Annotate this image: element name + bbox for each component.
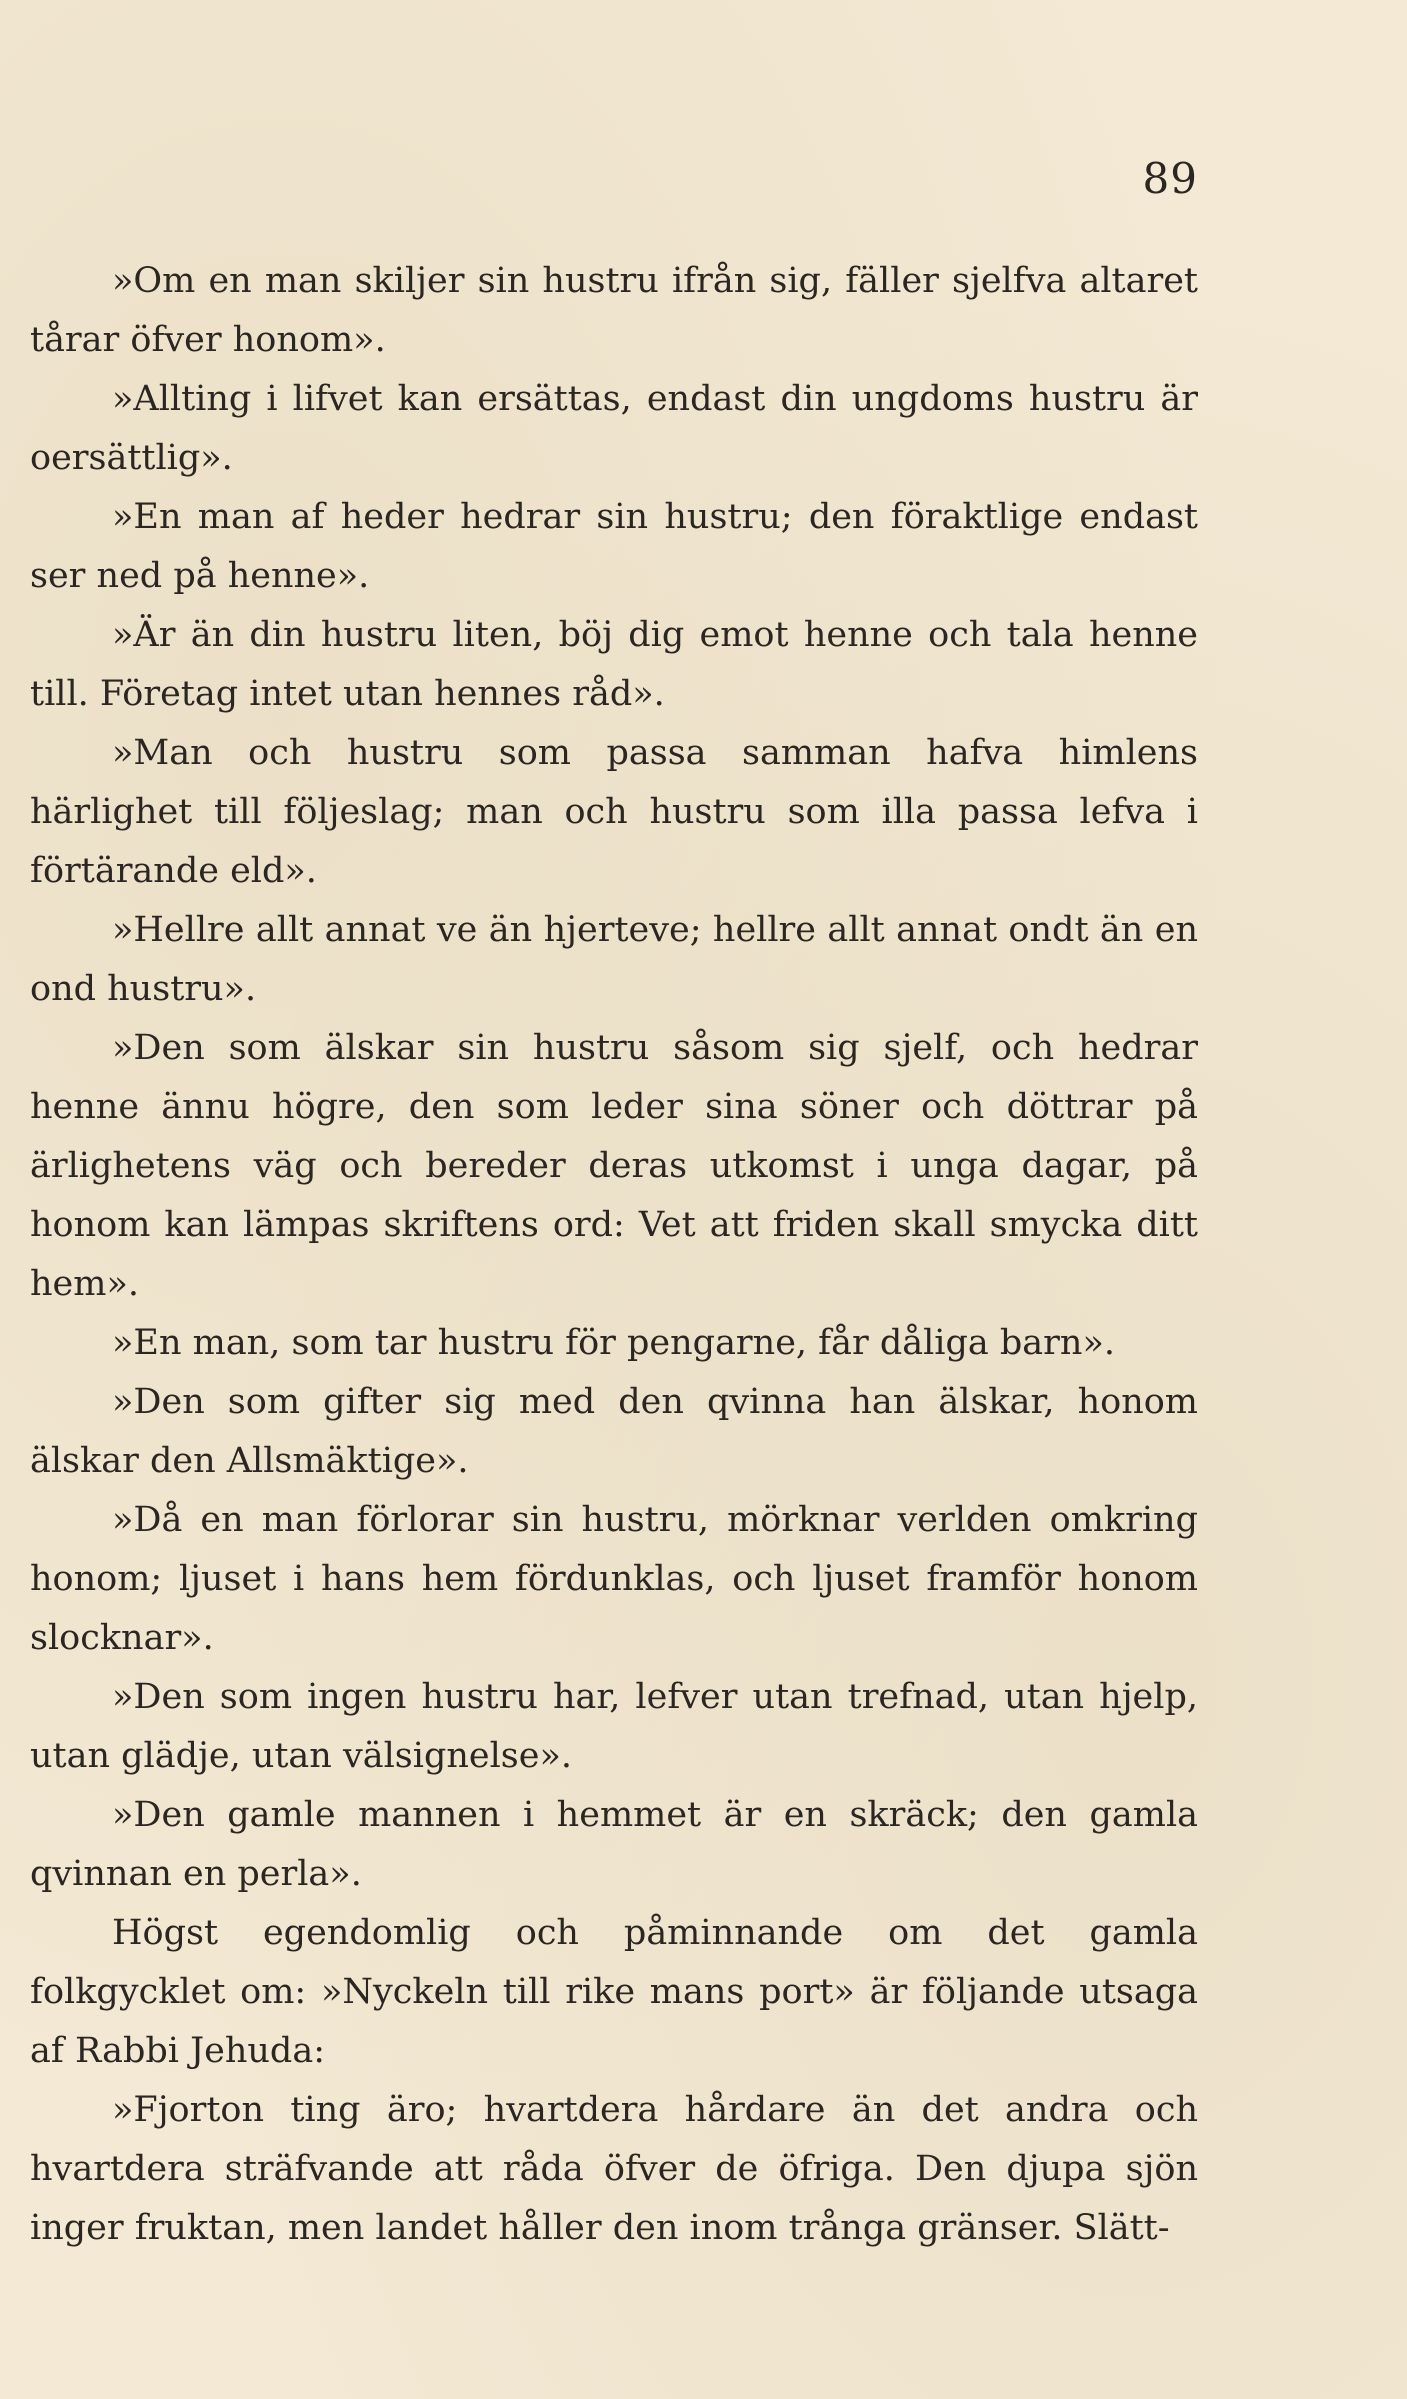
- page-number: 89: [1142, 154, 1198, 203]
- paragraph: »Den som gifter sig med den qvinna han älskar, honom älskar den Allsmäktige».: [30, 1382, 1198, 1481]
- paragraph: »Den som ingen hustru har, lefver utan trefnad, utan hjelp, utan glädje, utan välsignelse».: [30, 1677, 1198, 1776]
- paragraph: »Då en man förlorar sin hustru, mörknar verlden omkring honom; ljuset i hans hem fördunklas, och ljuset framför honom slocknar».: [30, 1500, 1198, 1658]
- paragraph: »Den gamle mannen i hemmet är en skräck; den gamla qvinnan en perla».: [30, 1795, 1198, 1894]
- paragraph: »Allting i lifvet kan ersättas, endast din ungdoms hustru är oersättlig».: [30, 379, 1198, 478]
- paragraph: »Hellre allt annat ve än hjerteve; hellre allt annat ondt än en ond hustru».: [30, 910, 1198, 1009]
- paragraph: »Om en man skiljer sin hustru ifrån sig, fäller sjelfva altaret tårar öfver honom».: [30, 261, 1198, 360]
- page-body-text: [30, 252, 1198, 2258]
- paragraph: »Man och hustru som passa samman hafva himlens härlighet till följeslag; man och hustru som illa passa lefva i förtärande eld».: [30, 733, 1198, 891]
- paragraph: »Är än din hustru liten, böj dig emot henne och tala henne till. Företag intet utan hennes råd».: [30, 615, 1198, 714]
- paragraph: »Den som älskar sin hustru såsom sig sjelf, och hedrar henne ännu högre, den som leder sina söner och döttrar på ärlighetens väg och bereder deras utkomst i unga dagar, på honom kan lämpas skriftens ord: Vet att friden skall smycka ditt hem».: [30, 1028, 1198, 1304]
- paragraph: »En man, som tar hustru för pengarne, får dåliga barn».: [112, 1323, 1115, 1363]
- paragraph: Högst egendomlig och påminnande om det gamla folkgycklet om: »Nyckeln till rike mans port» är följande utsaga af Rabbi Jehuda:: [30, 1913, 1198, 2071]
- paragraph: »En man af heder hedrar sin hustru; den föraktlige endast ser ned på henne».: [30, 497, 1198, 596]
- paragraph: »Fjorton ting äro; hvartdera hårdare än det andra och hvartdera sträfvande att råda öfver de öfriga. Den djupa sjön inger fruktan, men landet håller den inom trånga gränser. Slätt-: [30, 2090, 1198, 2248]
